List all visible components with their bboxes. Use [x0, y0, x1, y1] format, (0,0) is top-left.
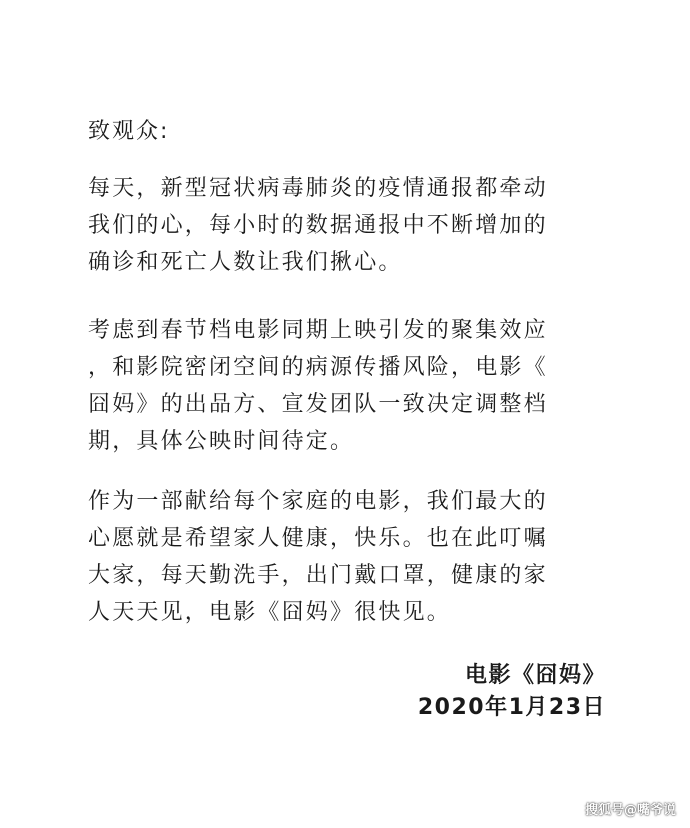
watermark: 搜狐号@嘴爷说 — [584, 803, 676, 818]
paragraph-line: 囧妈》的出品方、宣发团队一致决定调整档 — [88, 392, 548, 417]
signature-date: 2020年1月23日 — [417, 695, 606, 720]
paragraph-line: 期，具体公映时间待定。 — [88, 429, 355, 454]
paragraph-2 — [88, 312, 548, 460]
paragraph-line: 确诊和死亡人数让我们揪心。 — [88, 250, 403, 275]
paragraph-line: ，和影院密闭空间的病源传播风险，电影《 — [88, 355, 548, 380]
paragraph-line: 大家，每天勤洗手，出门戴口罩，健康的家 — [88, 563, 548, 588]
paragraph-3 — [88, 483, 548, 631]
paragraph-line: 人天天见，电影《囧妈》很快见。 — [88, 600, 452, 625]
paragraph-line: 每天，新型冠状病毒肺炎的疫情通报都牵动 — [88, 176, 548, 201]
paragraph-1 — [88, 170, 548, 281]
salutation: 致观众: — [88, 119, 170, 144]
paragraph-line: 考虑到春节档电影同期上映引发的聚集效应 — [88, 318, 548, 343]
paragraph-line: 心愿就是希望家人健康，快乐。也在此叮嘱 — [88, 526, 548, 551]
paragraph-line: 我们的心，每小时的数据通报中不断增加的 — [88, 213, 548, 238]
paragraph-line: 作为一部献给每个家庭的电影，我们最大的 — [88, 489, 548, 514]
signature: 电影《囧妈》 — [464, 663, 606, 688]
